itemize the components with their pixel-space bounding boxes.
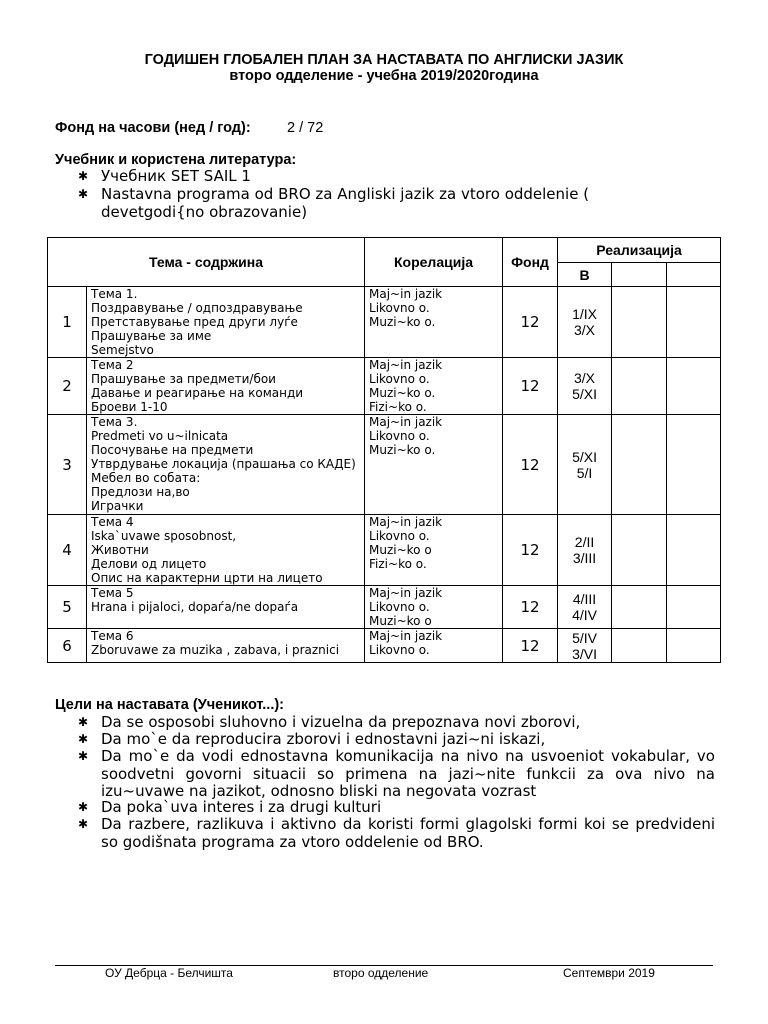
- correlation-line: Muzi~ko o.: [369, 443, 436, 457]
- topic-line: Тема 5: [91, 586, 134, 600]
- table-row: [48, 415, 721, 515]
- topic-line: Прашување за име: [91, 329, 212, 343]
- header-realization: Реализација: [558, 238, 721, 263]
- realization-line: 5/IV: [572, 629, 597, 646]
- correlation-line: Fizi~ko o.: [369, 400, 427, 414]
- topic-line: Поздравување / одпоздравување: [91, 301, 303, 315]
- literature-item-text: Учебник SET SAIL 1: [101, 167, 251, 185]
- topic-line: Прашување за предмети/бои: [91, 372, 276, 386]
- correlation-line: Muzi~ko o: [369, 614, 432, 628]
- correlation-line: Likovno o.: [369, 643, 430, 657]
- row-correlation: [365, 287, 503, 358]
- row-number: 2: [48, 358, 87, 415]
- asterisk-bullet-icon: ✱: [78, 732, 89, 746]
- row-correlation: [365, 586, 503, 629]
- row-empty-cell: [612, 287, 667, 358]
- row-topic: [87, 358, 365, 415]
- correlation-line: Likovno o.: [369, 429, 430, 443]
- topic-line: Делови од лицето: [91, 557, 207, 571]
- correlation-line: Likovno o.: [369, 301, 430, 315]
- topic-line: Semejstvo: [91, 343, 154, 357]
- realization-line: 3/X: [574, 370, 596, 386]
- correlation-line: Likovno o.: [369, 372, 430, 386]
- document-subtitle: второ одделение - учебна 2019/2020година: [229, 68, 539, 84]
- row-realization: [558, 629, 612, 663]
- row-topic: [87, 415, 365, 515]
- row-number: 1: [48, 287, 87, 358]
- correlation-line: Maj~in jazik: [369, 586, 443, 600]
- header-correlation: Корелација: [365, 238, 503, 287]
- asterisk-bullet-icon: ✱: [78, 715, 89, 729]
- row-number: 4: [48, 515, 87, 586]
- row-empty-cell: [612, 586, 667, 629]
- realization-line: 3/III: [572, 550, 597, 566]
- asterisk-bullet-icon: ✱: [78, 817, 89, 831]
- asterisk-bullet-icon: ✱: [78, 187, 89, 201]
- row-empty-cell: [667, 287, 721, 358]
- topic-line: Iska`uvawe sposobnost,: [91, 529, 237, 543]
- row-realization: [558, 287, 612, 358]
- header-sub-empty: [667, 263, 721, 287]
- row-fund: 12: [503, 287, 558, 358]
- correlation-line: Muzi~ko o: [369, 543, 432, 557]
- realization-line: 3/X: [574, 322, 596, 338]
- header-sub-b: В: [558, 263, 612, 287]
- row-correlation: [365, 415, 503, 515]
- topic-line: Тема 2: [91, 358, 134, 372]
- row-topic: [87, 287, 365, 358]
- row-empty-cell: [612, 358, 667, 415]
- realization-line: 4/IV: [572, 607, 597, 623]
- row-number: 6: [48, 629, 87, 663]
- topic-line: Играчки: [91, 499, 144, 513]
- row-correlation: [365, 358, 503, 415]
- table-row: [48, 287, 721, 358]
- table-row: [48, 358, 721, 415]
- table-row: [48, 586, 721, 629]
- topic-line: Предлози на,во: [91, 485, 190, 499]
- row-correlation: [365, 629, 503, 663]
- fund-value: 2 / 72: [287, 120, 324, 136]
- row-fund: 12: [503, 415, 558, 515]
- row-empty-cell: [612, 629, 667, 663]
- literature-heading: Учебник и користена литература:: [55, 152, 297, 168]
- literature-item-text: Nastavna programa od BRO za Angliski jazik za vtoro oddelenie ( devetgodi{no obrazovanie): [101, 185, 590, 221]
- goal-item-text: Da poka`uva interes i za drugi kulturi: [101, 798, 382, 816]
- correlation-line: Maj~in jazik: [369, 515, 443, 529]
- correlation-line: Maj~in jazik: [369, 287, 443, 301]
- topic-line: Мебел во собата:: [91, 471, 201, 485]
- correlation-line: Fizi~ko o.: [369, 557, 427, 571]
- realization-line: 2/II: [574, 534, 595, 550]
- row-topic: [87, 586, 365, 629]
- row-topic: [87, 629, 365, 663]
- asterisk-bullet-icon: ✱: [78, 749, 89, 763]
- goal-item-text: Da se osposobi sluhovno i vizuelna da prepoznava novi zborovi,: [101, 713, 581, 731]
- topic-line: Давање и реагирање на команди: [91, 386, 304, 400]
- header-fund: Фонд: [503, 238, 558, 287]
- fund-section: [55, 120, 324, 136]
- footer-school: ОУ Дебрца - Белчишта: [105, 966, 233, 980]
- realization-line: 4/III: [572, 591, 597, 607]
- topic-line: Опис на карактерни црти на лицето: [91, 571, 323, 585]
- topic-line: Претставување пред други луѓе: [91, 315, 298, 329]
- asterisk-bullet-icon: ✱: [78, 169, 89, 183]
- topic-line: Predmeti vo u~ilnicata: [91, 429, 229, 443]
- realization-line: 5/XI: [572, 386, 597, 402]
- row-realization: [558, 415, 612, 515]
- goal-item-text: Da mo`e da reproducira zborovi i ednostavni jazi~ni iskazi,: [101, 730, 546, 748]
- row-empty-cell: [667, 515, 721, 586]
- correlation-line: Maj~in jazik: [369, 358, 443, 372]
- document-title: ГОДИШЕН ГЛОБАЛЕН ПЛАН ЗА НАСТАВАТА ПО АНГЛИСКИ ЈАЗИК: [144, 52, 624, 68]
- topic-line: Посочување на предмети: [91, 443, 254, 457]
- row-realization: [558, 358, 612, 415]
- row-empty-cell: [667, 586, 721, 629]
- row-empty-cell: [667, 629, 721, 663]
- topic-line: Тема 3.: [91, 415, 138, 429]
- footer-date: Септември 2019: [563, 966, 655, 980]
- topic-line: Утврдување локација (прашaња со КАДЕ): [91, 457, 356, 471]
- row-realization: [558, 586, 612, 629]
- header-topic: Тема - содржина: [48, 238, 365, 287]
- correlation-line: Likovno o.: [369, 529, 430, 543]
- topic-line: Тема 4: [91, 515, 134, 529]
- correlation-line: Muzi~ko o.: [369, 315, 436, 329]
- plan-table: [47, 237, 721, 663]
- correlation-line: Likovno o.: [369, 600, 430, 614]
- topic-line: Hrana i pijaloci, dopaѓa/ne dopaѓa: [91, 600, 299, 614]
- fund-label: Фонд на часови (нед / год):: [55, 120, 251, 136]
- realization-line: 3/VI: [572, 645, 597, 662]
- row-empty-cell: [612, 515, 667, 586]
- goal-item-text: Da mo`e da vodi ednostavna komunikacija na nivo na usvoeniot vokabular, vo soodvetni govorni situacii so primena na jazi~nite funkcii za ova nivo na izu~uvawe na jazikot, odnosno bliski na negovata vozrast: [101, 747, 715, 800]
- row-fund: 12: [503, 515, 558, 586]
- row-topic: [87, 515, 365, 586]
- table-row: [48, 629, 721, 663]
- realization-line: 5/XI: [572, 448, 597, 465]
- topic-line: Тема 6: [91, 629, 134, 643]
- row-fund: 12: [503, 629, 558, 663]
- realization-line: 1/IX: [572, 306, 597, 322]
- table-header-row: [48, 238, 721, 263]
- topic-line: Тема 1.: [91, 287, 138, 301]
- row-fund: 12: [503, 358, 558, 415]
- row-empty-cell: [667, 358, 721, 415]
- goals-heading: Цели на наставата (Ученикот...):: [55, 697, 285, 713]
- realization-line: 5/I: [576, 464, 593, 481]
- row-realization: [558, 515, 612, 586]
- header-sub-empty: [612, 263, 667, 287]
- table-row: [48, 515, 721, 586]
- topic-line: Броеви 1-10: [91, 400, 168, 414]
- row-correlation: [365, 515, 503, 586]
- topic-line: Zboruvawe za muzika , zabava, i praznici: [91, 643, 340, 657]
- correlation-line: Muzi~ko o.: [369, 386, 436, 400]
- row-empty-cell: [612, 415, 667, 515]
- footer-grade: второ одделение: [333, 966, 429, 980]
- correlation-line: Maj~in jazik: [369, 629, 443, 643]
- row-fund: 12: [503, 586, 558, 629]
- correlation-line: Maj~in jazik: [369, 415, 443, 429]
- row-number: 3: [48, 415, 87, 515]
- asterisk-bullet-icon: ✱: [78, 800, 89, 814]
- goal-item-text: Da razbere, razlikuva i aktivno da koristi formi glagolski formi koi se predvideni so godišnata programa za vtoro oddelenie od BRO.: [101, 815, 715, 851]
- row-number: 5: [48, 586, 87, 629]
- topic-line: Животни: [91, 543, 149, 557]
- row-empty-cell: [667, 415, 721, 515]
